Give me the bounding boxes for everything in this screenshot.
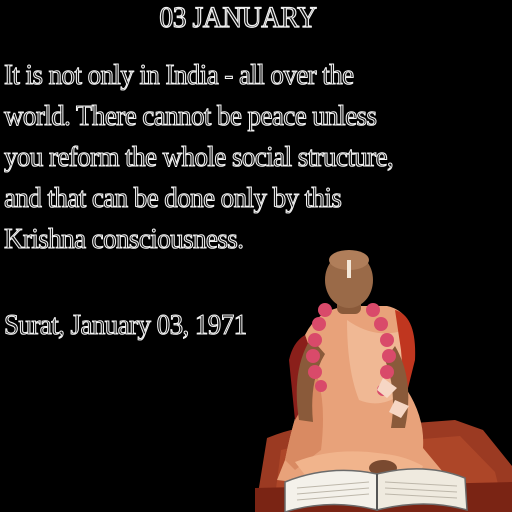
- date-heading: 03 JANUARY: [159, 1, 317, 34]
- quote-line: and that can be done only by this: [4, 182, 342, 214]
- seated-teacher-photo: [255, 250, 512, 512]
- quote-line: world. There cannot be peace unless: [4, 100, 377, 132]
- quote-line: you reform the whole social structure,: [4, 141, 394, 173]
- quote-source: Surat, January 03, 1971: [4, 309, 247, 341]
- open-book: [285, 469, 467, 512]
- quote-line: It is not only in India - all over the: [4, 59, 354, 91]
- quote-text: [4, 55, 441, 260]
- quote-line: Krishna consciousness.: [4, 223, 244, 255]
